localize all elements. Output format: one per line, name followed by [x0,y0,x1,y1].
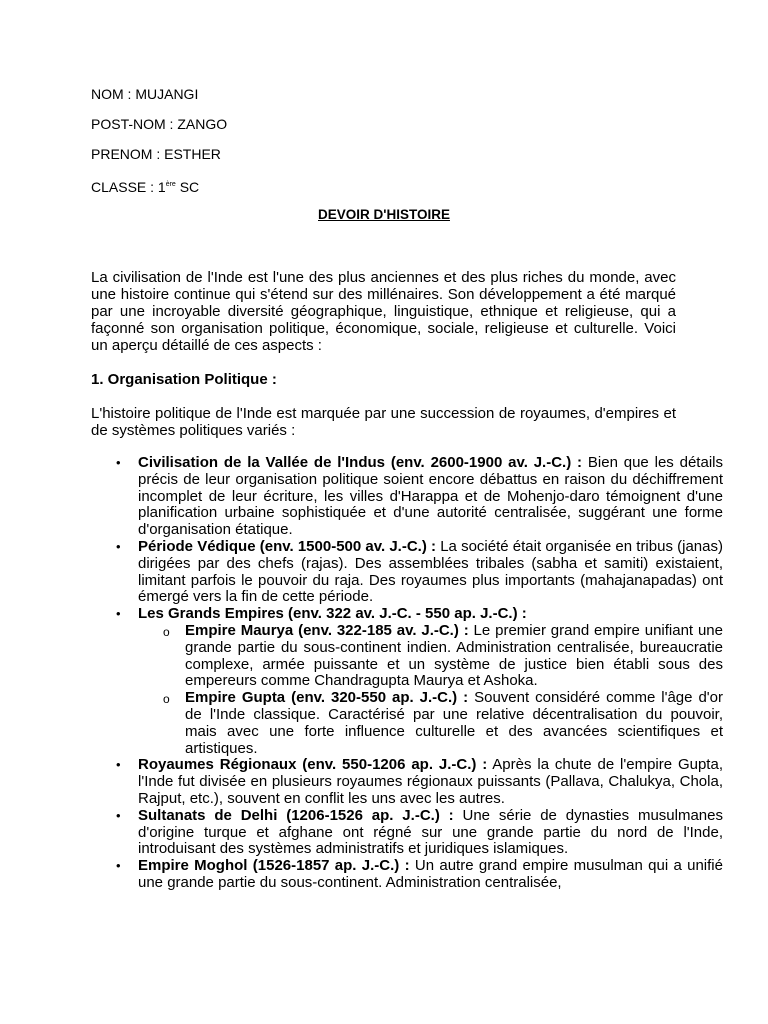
list-item: • Les Grands Empires (env. 322 av. J.-C. - 550 ap. J.-C.) : o Empire Maurya (env. 322-185 av. J.-C.) : Le premier grand empire unifiant une grande partie du sous-continent indien. Administration centralisée, bureaucratie complexe, armée puissante et un système de justice bien établi sous des empereurs comme Chandragupta Maurya et Ashoka. o Empire Gupta (env. 320-550 ap. J.-C.) : Souvent considéré comme l'âge d'or de l'Inde classique. Caractérisé par une relative décentralisation du pouvoir, mais avec une forte influence culturelle et des avancées scientifiques et artistiques. [138,606,723,757]
bullet-list [91,455,723,892]
student-class: CLASSE : 1ère SC [91,179,200,195]
document-title: DEVOIR D'HISTOIRE [318,207,450,222]
list-item: • Période Védique (env. 1500-500 av. J.-C.) : La société était organisée en tribus (janas) dirigées par des chefs (rajas). Des assemblées tribales (sabha et samiti) existaient, limitant parfois le pouvoir du raja. Des royaumes plus importants (mahajanapadas) ont émergé vers la fin de cette période. [138,539,723,606]
student-first-name: PRENOM : ESTHER [91,146,221,162]
list-item: • Royaumes Régionaux (env. 550-1206 ap. J.-C.) : Après la chute de l'empire Gupta, l'Inde fut divisée en plusieurs royaumes régionaux puissants (Pallava, Chalukya, Chola, Rajput, etc.), souvent en conflit les uns avec les autres. [138,757,723,807]
list-item: • Civilisation de la Vallée de l'Indus (env. 2600-1900 av. J.-C.) : Bien que les détails précis de leur organisation politique soient encore débattus en raison du déchiffrement incomplet de leur écriture, les villes d'Harappa et de Mohenjo-daro témoignent d'une planification urbaine sophistiquée et d'une autorité centralisée, suggérant une forme d'organisation étatique. [138,455,723,539]
section-heading-political: 1. Organisation Politique : [91,371,277,388]
sub-list-item: o Empire Maurya (env. 322-185 av. J.-C.) : Le premier grand empire unifiant une grande partie du sous-continent indien. Administration centralisée, bureaucratie complexe, armée puissante et un système de justice bien établi sous des empereurs comme Chandragupta Maurya et Ashoka. [185,623,723,690]
student-name: NOM : MUJANGI [91,86,199,102]
student-post-name: POST-NOM : ZANGO [91,116,228,132]
section-paragraph: L'histoire politique de l'Inde est marquée par une succession de royaumes, d'empires et de systèmes politiques variés : [91,405,676,439]
list-item: • Empire Moghol (1526-1857 ap. J.-C.) : Un autre grand empire musulman qui a unifié une grande partie du sous-continent. Administration centralisée, [138,858,723,892]
sub-list [138,623,723,757]
sub-list-item: o Empire Gupta (env. 320-550 ap. J.-C.) : Souvent considéré comme l'âge d'or de l'Inde classique. Caractérisé par une relative décentralisation du pouvoir, mais avec une forte influence culturelle et des avancées scientifiques et artistiques. [185,690,723,757]
intro-paragraph: La civilisation de l'Inde est l'une des plus anciennes et des plus riches du monde, avec une histoire continue qui s'étend sur des millénaires. Son développement a été marqué par une incroyable diversité géographique, linguistique, ethnique et religieuse, qui a façonné son organisation politique, économique, sociale, religieuse et culturelle. Voici un aperçu détaillé de ces aspects : [91,269,676,354]
list-item: • Sultanats de Delhi (1206-1526 ap. J.-C.) : Une série de dynasties musulmanes d'origine turque et afghane ont régné sur une grande partie du nord de l'Inde, introduisant des systèmes administratifs et juridiques islamiques. [138,808,723,858]
